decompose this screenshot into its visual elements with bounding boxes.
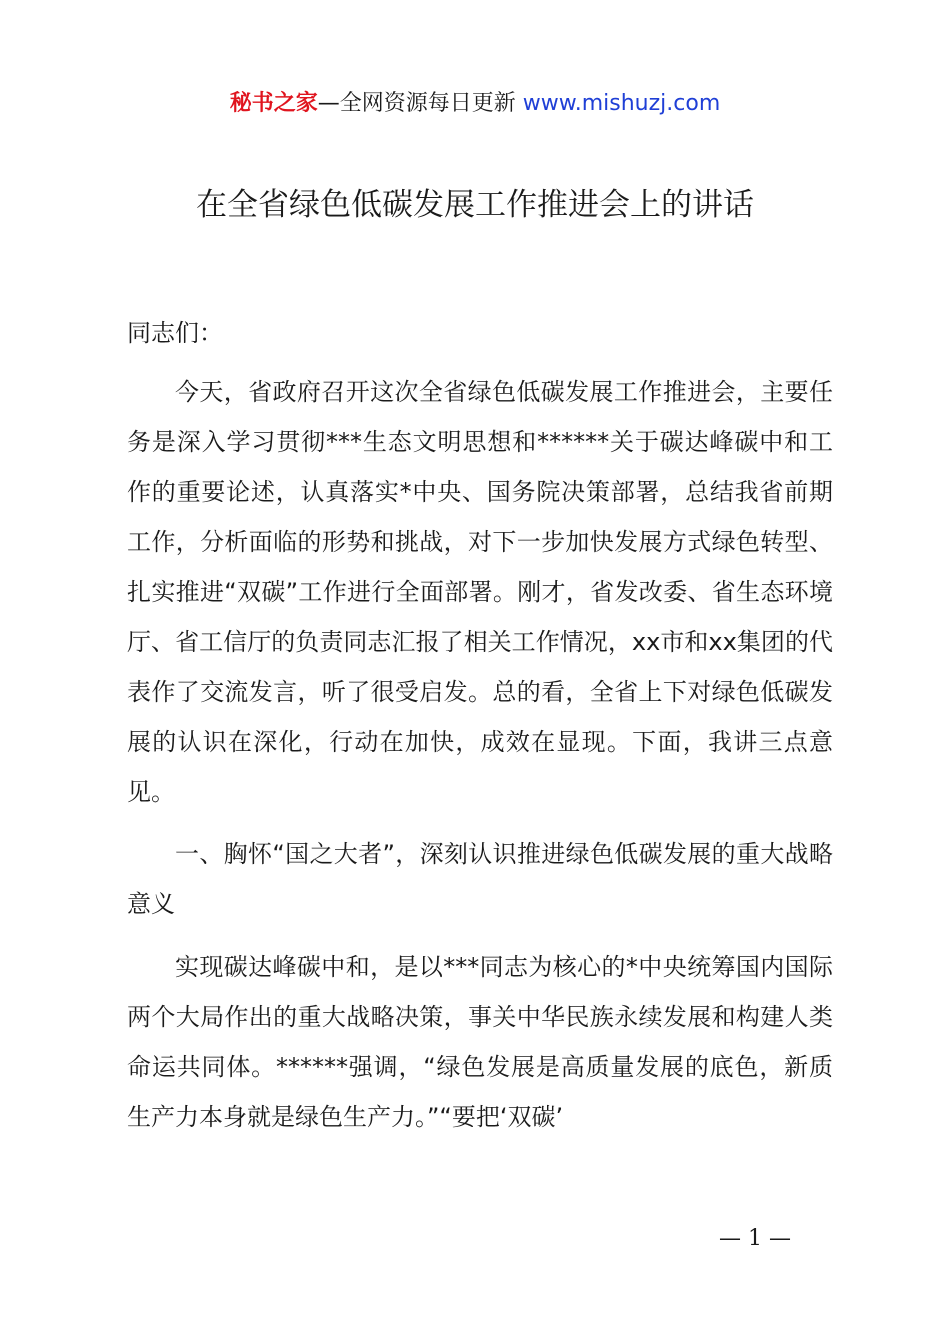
page-number: — 1 —: [719, 1226, 791, 1251]
page-header: [0, 88, 950, 120]
document-title: 在全省绿色低碳发展工作推进会上的讲话: [196, 187, 754, 223]
site-tagline: —全网资源每日更新: [317, 91, 523, 116]
paragraph-intro: 今天，省政府召开这次全省绿色低碳发展工作推进会，主要任务是深入学习贯彻***生态文明思想和******关于碳达峰碳中和工作的重要论述，认真落实*中央、国务院决策部署，总结我省前期工作，分析面临的形势和挑战，对下一步加快发展方式绿色转型、扎实推进“双碳”工作进行全面部署。刚才，省发改委、省生态环境厅、省工信厅的负责同志汇报了相关工作情况，xx市和xx集团的代表作了交流发言，听了很受启发。总的看，全省上下对绿色低碳发展的认识在深化，行动在加快，成效在显现。下面，我讲三点意见。: [127, 378, 833, 806]
paragraph-section-1: 实现碳达峰碳中和，是以***同志为核心的*中央统筹国内国际两个大局作出的重大战略决策，事关中华民族永续发展和构建人类命运共同体。******强调，“绿色发展是高质量发展的底色，新质生产力本身就是绿色生产力。”“要把‘双碳’: [127, 953, 833, 1131]
site-name: 秘书之家: [229, 91, 318, 116]
salutation: 同志们：: [127, 319, 223, 347]
site-url-link[interactable]: www.mishuzj.com: [522, 91, 721, 116]
section-heading-1: 一、胸怀“国之大者”，深刻认识推进绿色低碳发展的重大战略意义: [127, 840, 833, 918]
